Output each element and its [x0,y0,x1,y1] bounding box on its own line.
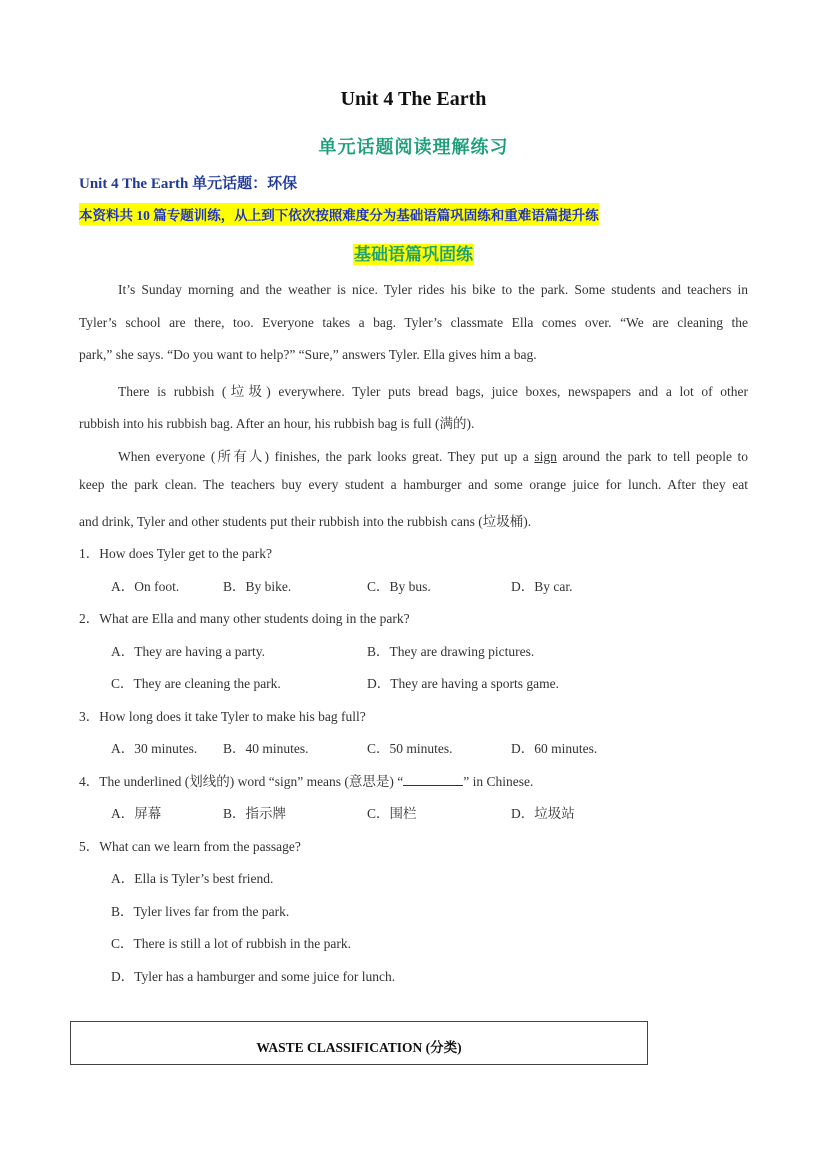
question-option: A．On foot. [111,579,180,594]
question-option: C．围栏 [367,806,417,821]
question-option: B．40 minutes. [223,741,309,756]
question-option: D．By car. [511,579,573,594]
question-option: D．They are having a sports game. [367,676,559,691]
passage-line [118,445,748,465]
section-heading [0,240,827,265]
question-option: C．50 minutes. [367,741,453,756]
box-title: WASTE CLASSIFICATION (分类) [256,1040,462,1055]
passage-line: Tyler’s school are there, too. Everyone takes a bag. Tyler’s classmate Ella comes over. “We are cleaning the [79,315,748,330]
question-option: A．Ella is Tyler’s best friend. [111,871,274,886]
passage-line: It’s Sunday morning and the weather is nice. Tyler rides his bike to the park. Some students and teachers in [118,282,748,297]
question-option: B．They are drawing pictures. [367,644,535,659]
question-option: B．Tyler lives far from the park. [111,904,290,919]
question-option: A．They are having a party. [111,644,265,659]
question-stem [79,770,533,790]
page-subtitle: 单元话题阅读理解练习 [318,137,509,157]
question-stem-text: 4．The underlined (划线的) word “sign” means (意思是) “ [79,774,404,789]
passage-line: and drink, Tyler and other students put their rubbish into the rubbish cans (垃圾桶). [79,514,532,529]
highlight-notice: 本资料共 10 篇专题训练，从上到下依次按照难度分为基础语篇巩固练和重难语篇提升练 [79,203,599,225]
underlined-word-sign: sign [534,449,557,464]
passage-text: When everyone (所有人) finishes, the park looks great. They put up a [118,449,529,464]
question-option: D．60 minutes. [511,741,598,756]
question-option: B．指示牌 [223,806,287,821]
unit-topic: Unit 4 The Earth 单元话题：环保 [79,176,298,192]
waste-classification-box [70,1021,648,1065]
passage-line: rubbish into his rubbish bag. After an hour, his rubbish bag is full (满的). [79,416,475,431]
question-option: A．屏幕 [111,806,162,821]
question-stem-text: ” in Chinese. [463,774,534,789]
answer-blank[interactable] [403,774,463,786]
question-option: D．垃圾站 [511,806,575,821]
question-option: B．By bike. [223,579,292,594]
question-option: A．30 minutes. [111,741,198,756]
passage-line: keep the park clean. The teachers buy every student a hamburger and some orange juice for lunch. After they eat [79,477,748,492]
question-stem: 5．What can we learn from the passage? [79,839,301,854]
question-stem: 3．How long does it take Tyler to make his bag full? [79,709,366,724]
question-option: C．By bus. [367,579,431,594]
page-title: Unit 4 The Earth [340,88,487,110]
section-title: 基础语篇巩固练 [354,245,473,264]
passage-text: around the park to tell people to [562,449,748,464]
question-option: D．Tyler has a hamburger and some juice for lunch. [111,969,396,984]
question-stem: 1．How does Tyler get to the park? [79,546,273,561]
passage-line: park,” she says. “Do you want to help?” “Sure,” answers Tyler. Ella gives him a bag. [79,347,537,362]
question-stem: 2．What are Ella and many other students doing in the park? [79,611,410,626]
passage-line: There is rubbish (垃圾) everywhere. Tyler puts bread bags, juice boxes, newspapers and a lot of other [118,384,748,399]
question-option: C．There is still a lot of rubbish in the park. [111,936,351,951]
question-option: C．They are cleaning the park. [111,676,281,691]
